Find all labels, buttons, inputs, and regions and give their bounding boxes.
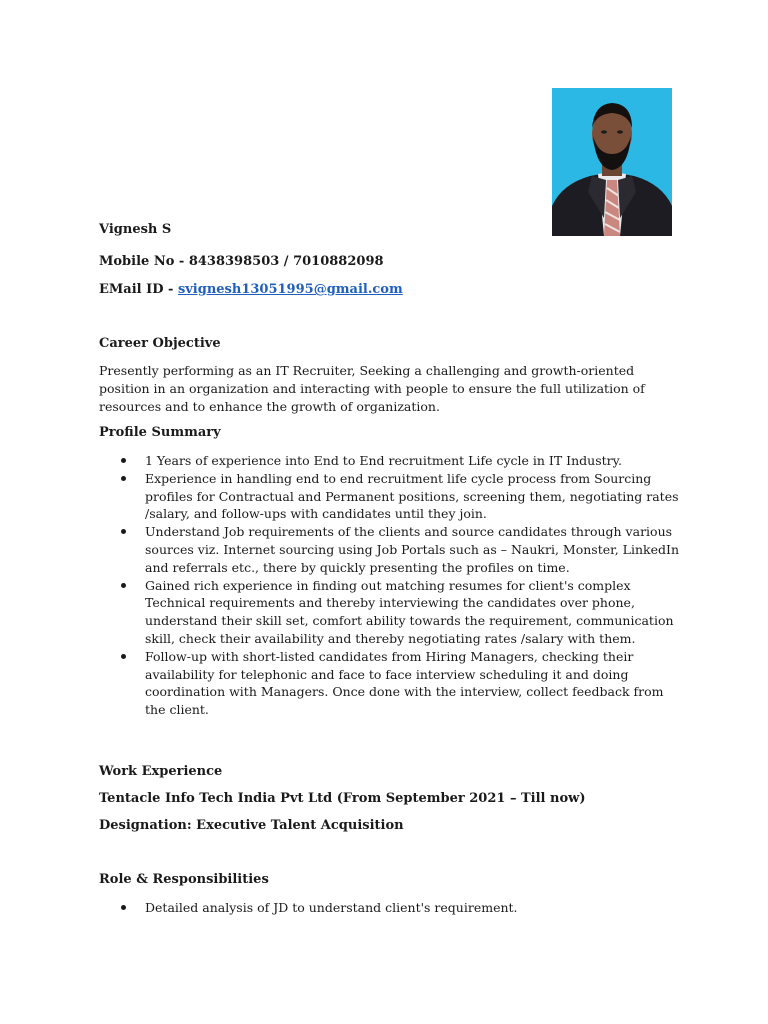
mobile-number: Mobile No - 8438398503 / 7010882098 (99, 254, 384, 269)
profile-summary-list (99, 452, 679, 719)
bullet-icon (121, 905, 126, 910)
roles-list (99, 899, 679, 917)
roles-heading: Role & Responsibilities (99, 872, 269, 887)
designation-line: Designation: Executive Talent Acquisition (99, 818, 404, 833)
profile-summary-heading: Profile Summary (99, 425, 221, 440)
email-label: EMail ID - (99, 282, 178, 297)
list-item (99, 577, 679, 648)
bullet-icon (121, 529, 126, 534)
bullet-icon (121, 458, 126, 463)
list-item (99, 523, 679, 576)
list-item-text: Follow-up with short-listed candidates from Hiring Managers, checking their availability for telephonic and face to face interview scheduling it and doing coordination with Managers. Once done with the interview, collect feedback from the client. (145, 648, 664, 718)
list-item (99, 452, 679, 470)
list-item-text: Detailed analysis of JD to understand client's requirement. (145, 900, 518, 915)
bullet-icon (121, 583, 126, 588)
list-item-text: Understand Job requirements of the clients and source candidates through various sources viz. Internet sourcing using Job Portals such as – Naukri, Monster, LinkedIn and referrals etc., there by quickly presenting the profiles on time. (145, 524, 679, 575)
profile-photo (552, 88, 672, 236)
email-line (99, 282, 403, 297)
list-item-text: Experience in handling end to end recruitment life cycle process from Sourcing profiles for Contractual and Permanent positions, screening them, negotiating rates /salary, and follow-ups with candidates until they join. (145, 470, 679, 522)
work-experience-heading: Work Experience (99, 764, 223, 779)
list-item (99, 648, 679, 719)
company-line: Tentacle Info Tech India Pvt Ltd (From September 2021 – Till now) (99, 791, 586, 806)
career-objective-heading: Career Objective (99, 336, 221, 351)
list-item (99, 899, 679, 917)
bullet-icon (121, 654, 126, 659)
list-item-text: Gained rich experience in finding out matching resumes for client's complex Technical requirements and thereby interviewing the candidates over phone, understand their skill set, comfort ability towards the requirement, communication skill, check their availability and thereby negotiating rates /salary with them. (145, 577, 674, 646)
candidate-name: Vignesh S (99, 222, 172, 237)
bullet-icon (121, 476, 126, 481)
list-item-text: 1 Years of experience into End to End recruitment Life cycle in IT Industry. (145, 453, 623, 468)
email-link[interactable]: svignesh13051995@gmail.com (177, 282, 403, 297)
list-item (99, 470, 679, 523)
career-objective-text: Presently performing as an IT Recruiter, Seeking a challenging and growth-oriented position in an organization and interacting with people to ensure the full utilization of resources and to enhance the growth of organization. (99, 363, 645, 414)
